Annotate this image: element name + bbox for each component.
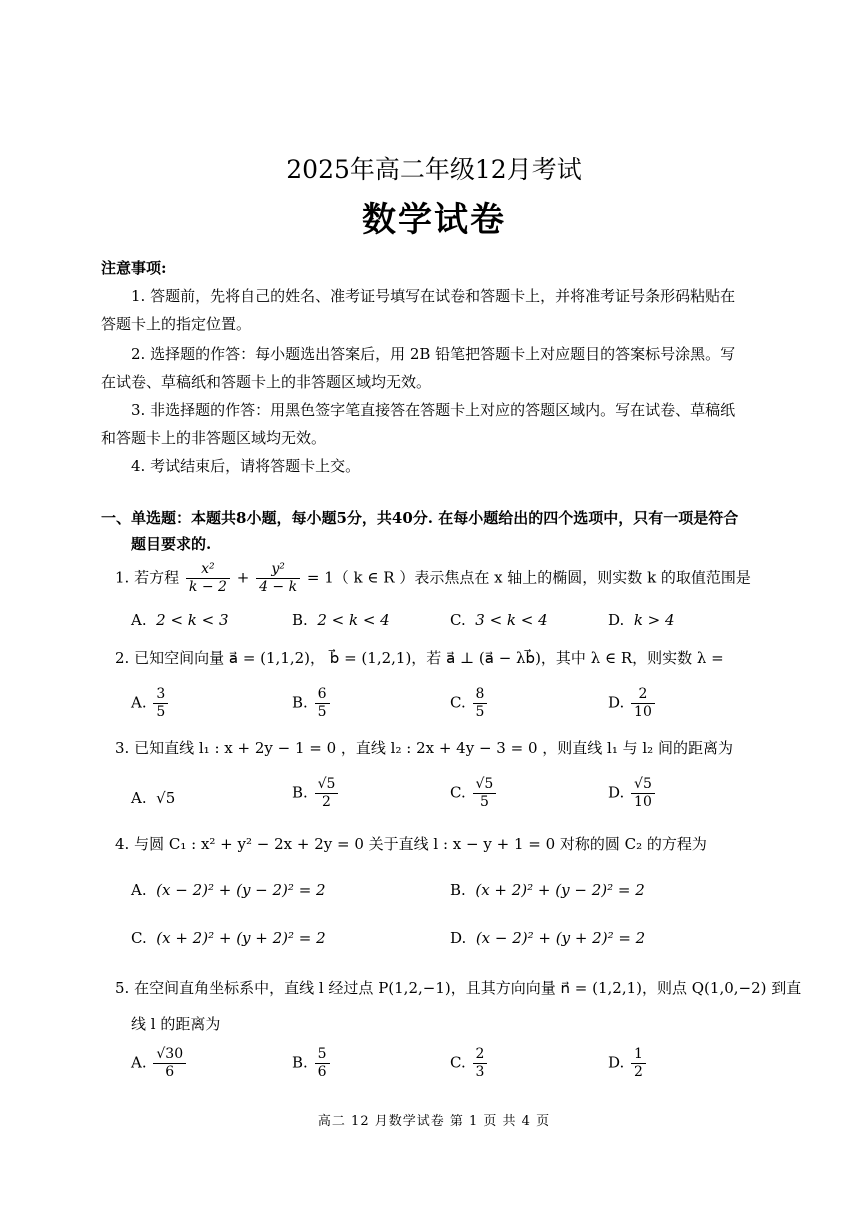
exam-title: 2025年高二年级12月考试 — [286, 155, 582, 184]
question-4-stem — [115, 834, 707, 854]
q1-option-d — [608, 610, 675, 630]
section1-line2: 题目要求的. — [131, 535, 212, 553]
q3-option-a — [131, 788, 175, 808]
q5-option-b-frac — [315, 1046, 330, 1081]
q3-option-c-den: 5 — [479, 794, 489, 810]
q2-option-b-frac — [315, 686, 330, 721]
question-1-stem-post: = 1（ k ∈ R ）表示焦点在 x 轴上的椭圆，则实数 k 的取值范围是 — [306, 568, 751, 587]
q3-option-b-frac — [315, 776, 339, 811]
notice-item-1-line2: 答题卡上的指定位置。 — [101, 315, 252, 333]
q5-option-b-num: 5 — [315, 1046, 330, 1064]
q5-option-d-label: D. — [608, 1053, 625, 1072]
q4-option-b-label: B. — [450, 881, 466, 899]
question-2-text: 已知空间向量 a⃗ = (1,1,2)， b⃗ = (1,2,1)，若 a⃗ ⊥ (a⃗ − λb⃗)，其中 λ ∈ R，则实数 λ = — [134, 649, 724, 667]
q5-option-c — [450, 1046, 489, 1081]
question-4-text: 与圆 C₁ : x² + y² − 2x + 2y = 0 关于直线 l : x − y + 1 = 0 对称的圆 C₂ 的方程为 — [134, 835, 707, 853]
notice-item-3-line1: 3. 非选择题的作答：用黑色签字笔直接答在答题卡上对应的答题区域内。写在试卷、草稿纸 — [131, 401, 736, 419]
question-1-plus: + — [236, 568, 250, 587]
q3-option-a-label: A. — [131, 789, 147, 807]
question-1-frac1 — [186, 561, 230, 596]
notice-item-2-line1: 2. 选择题的作答：每小题选出答案后，用 2B 铅笔把答题卡上对应题目的答案标号涂黑。写 — [131, 345, 736, 363]
q5-option-c-label: C. — [450, 1053, 466, 1072]
q2-option-a-den: 5 — [156, 704, 166, 720]
q3-option-c-frac — [473, 776, 497, 811]
section1-line1: 一、单选题：本题共8小题，每小题5分，共40分. 在每小题给出的四个选项中，只有一项是符合 — [101, 509, 739, 527]
q4-option-b — [450, 880, 645, 900]
question-1-frac2 — [256, 561, 300, 596]
q4-option-c-text: (x + 2)² + (y + 2)² = 2 — [156, 929, 326, 947]
q3-option-b-label: B. — [292, 783, 308, 802]
q1-option-a-label: A. — [131, 611, 147, 629]
q2-option-b-num: 6 — [315, 686, 330, 704]
question-1-stem-pre: 若方程 — [134, 568, 180, 587]
notice-item-3-line2: 和答题卡上的非答题区域均无效。 — [101, 429, 327, 447]
q4-option-d-label: D. — [450, 929, 467, 947]
q2-option-a-frac — [153, 686, 168, 721]
q5-option-b-label: B. — [292, 1053, 308, 1072]
q3-option-c-label: C. — [450, 783, 466, 802]
q1-option-c-text: 3 < k < 4 — [475, 611, 548, 629]
q2-option-d-num: 2 — [631, 686, 655, 704]
q3-option-d-frac — [631, 776, 655, 811]
q5-option-a-label: A. — [131, 1053, 147, 1072]
q3-option-b-den: 2 — [322, 794, 331, 810]
question-5-line1: 在空间直角坐标系中，直线 l 经过点 P(1,2,−1)，且其方向向量 n⃗ = (1,2,1)，则点 Q(1,0,−2) 到直 — [134, 979, 802, 997]
q5-option-d-frac — [631, 1046, 646, 1081]
notice-heading: 注意事项: — [101, 259, 167, 277]
question-3-stem — [115, 738, 733, 758]
q4-option-b-text: (x + 2)² + (y − 2)² = 2 — [475, 881, 645, 899]
q3-option-d-num: √5 — [631, 776, 655, 794]
q4-option-c — [131, 928, 326, 948]
q5-option-d-num: 1 — [631, 1046, 646, 1064]
q1-option-b — [292, 610, 390, 630]
question-1-frac1-num: x² — [186, 561, 230, 579]
q5-option-a — [131, 1046, 188, 1081]
q1-option-b-label: B. — [292, 611, 308, 629]
q3-option-d-den: 10 — [634, 794, 652, 810]
notice-item-2-line2: 在试卷、草稿纸和答题卡上的非答题区域均无效。 — [101, 373, 432, 391]
q5-option-b — [292, 1046, 332, 1081]
q5-option-a-num: √30 — [153, 1046, 186, 1064]
q2-option-c-den: 5 — [475, 704, 485, 720]
question-2-stem — [115, 648, 724, 668]
q1-option-c — [450, 610, 548, 630]
question-1-stem — [115, 561, 751, 596]
q3-option-b — [292, 776, 340, 811]
q2-option-b-den: 5 — [317, 704, 327, 720]
q2-option-d-frac — [631, 686, 655, 721]
notice-item-4-line1: 4. 考试结束后，请将答题卡上交。 — [131, 457, 361, 475]
question-5-number: 5. — [115, 979, 130, 997]
paper-title: 数学试卷 — [362, 200, 506, 240]
q5-option-d — [608, 1046, 648, 1081]
q4-option-a-text: (x − 2)² + (y − 2)² = 2 — [156, 881, 326, 899]
question-1-number: 1. — [115, 568, 130, 587]
q1-option-a-text: 2 < k < 3 — [156, 611, 229, 629]
q2-option-d-den: 10 — [634, 704, 652, 720]
q4-option-d-text: (x − 2)² + (y + 2)² = 2 — [475, 929, 646, 947]
q5-option-d-den: 2 — [634, 1064, 643, 1080]
q2-option-a-num: 3 — [153, 686, 168, 704]
q1-option-d-label: D. — [608, 611, 625, 629]
page-footer: 高二 12 月数学试卷 第 1 页 共 4 页 — [317, 1114, 551, 1129]
q1-option-a — [131, 610, 229, 630]
q2-option-c-frac — [473, 686, 488, 721]
q2-option-c-num: 8 — [473, 686, 488, 704]
q2-option-d — [608, 686, 657, 721]
question-5-line2: 线 l 的距离为 — [131, 1015, 221, 1033]
q4-option-d — [450, 928, 645, 948]
q4-option-a — [131, 880, 326, 900]
question-1-frac2-num: y² — [256, 561, 300, 579]
q3-option-c — [450, 776, 498, 811]
q1-option-c-label: C. — [450, 611, 466, 629]
q3-option-d-label: D. — [608, 783, 625, 802]
q1-option-b-text: 2 < k < 4 — [317, 611, 390, 629]
q2-option-b-label: B. — [292, 693, 308, 712]
question-3-number: 3. — [115, 739, 130, 757]
question-4-number: 4. — [115, 835, 130, 853]
q5-option-b-den: 6 — [317, 1064, 327, 1080]
q3-option-b-num: √5 — [315, 776, 339, 794]
q3-option-c-num: √5 — [473, 776, 497, 794]
q2-option-c — [450, 686, 489, 721]
question-3-text: 已知直线 l₁ : x + 2y − 1 = 0 ，直线 l₂ : 2x + 4y − 3 = 0 ，则直线 l₁ 与 l₂ 间的距离为 — [134, 739, 733, 757]
q4-option-a-label: A. — [131, 881, 147, 899]
q5-option-c-frac — [473, 1046, 488, 1081]
q4-option-c-label: C. — [131, 929, 147, 947]
question-5-stem — [115, 978, 801, 998]
q3-option-d — [608, 776, 657, 811]
q1-option-d-text: k > 4 — [633, 611, 675, 629]
question-1-frac1-den: k − 2 — [188, 579, 227, 595]
q2-option-c-label: C. — [450, 693, 466, 712]
q3-option-a-text: √5 — [156, 789, 176, 807]
q5-option-a-den: 6 — [165, 1064, 175, 1080]
q5-option-c-num: 2 — [473, 1046, 488, 1064]
q5-option-c-den: 3 — [475, 1064, 485, 1080]
question-2-number: 2. — [115, 649, 130, 667]
q5-option-a-frac — [153, 1046, 186, 1081]
q2-option-b — [292, 686, 332, 721]
q2-option-a-label: A. — [131, 693, 147, 712]
question-1-frac2-den: 4 − k — [259, 579, 298, 595]
q2-option-d-label: D. — [608, 693, 625, 712]
notice-item-1-line1: 1. 答题前，先将自己的姓名、准考证号填写在试卷和答题卡上，并将准考证号条形码粘贴在 — [131, 287, 736, 305]
q2-option-a — [131, 686, 170, 721]
